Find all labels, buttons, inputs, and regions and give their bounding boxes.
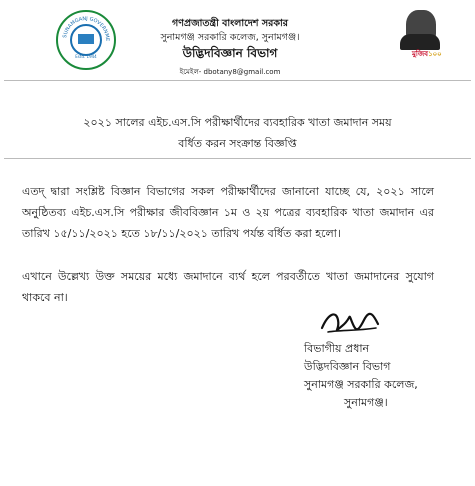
signature-image — [318, 306, 382, 338]
college-name: সুনামগঞ্জ সরকারি কলেজ, সুনামগঞ্জ। — [160, 32, 300, 43]
college-logo-text: SUNAMGANJ GOVERNME — [62, 15, 111, 42]
book-icon — [78, 34, 94, 44]
signatory-location: সুনামগঞ্জ। — [344, 396, 388, 409]
govt-title: গণপ্রজাতন্ত্রী বাংলাদেশ সরকার — [172, 18, 288, 29]
notice-paragraph-2: এখানে উল্লেখ্য উক্ত সময়ের মধ্যে জমাদানে ব্যর্থ হলে পরবর্তীতে খাতা জমাদানের সুযোগ থাকবে না। — [22, 270, 434, 304]
mujib-100-label — [412, 48, 452, 60]
signatory-college: সুনামগঞ্জ সরকারি কলেজ, — [304, 378, 418, 391]
subject-line-1: ২০২১ সালের এইচ.এস.সি পরীক্ষার্থীদের ব্যবহারিক খাতা জমাদান সময় — [83, 116, 392, 129]
college-logo-estd: Estd. 1944 — [75, 54, 97, 59]
mujib-text: মুজিব — [412, 50, 429, 58]
college-logo — [56, 10, 116, 70]
subject-divider — [4, 158, 471, 159]
subject-line-2: বর্ধিত করন সংক্রান্ত বিজ্ঞপ্তি — [178, 137, 297, 150]
department-name: উদ্ভিদবিজ্ঞান বিভাগ — [182, 46, 278, 60]
signatory-department: উদ্ভিদবিজ্ঞান বিভাগ — [304, 360, 391, 373]
department-email: ইমেইল- dbotany8@gmail.com — [179, 68, 281, 76]
mujib-number: ১০০ — [428, 50, 442, 58]
notice-subject — [20, 112, 455, 154]
signatory-title: বিভাগীয় প্রধান — [304, 342, 370, 355]
notice-paragraph-1: এতদ্ দ্বারা সংশ্লিষ্ট বিজ্ঞান বিভাগের সকল পরীক্ষার্থীদের জানানো যাচ্ছে যে, ২০২১ সালে অনুষ্ঠিতব্য এইচ.এস.সি পরীক্ষার জীববিজ্ঞান ১ম ও ২য় পত্রের ব্যবহারিক খাতা জমাদান এর তারিখ ১৫/১১/২০২১ হতে ১৮/১১/২০২১ তারিখ পর্যন্ত বর্ধিত করা হলো। — [22, 185, 434, 240]
mujib-100-logo — [396, 10, 458, 60]
signatory-block — [304, 340, 444, 412]
header-divider — [4, 80, 471, 81]
